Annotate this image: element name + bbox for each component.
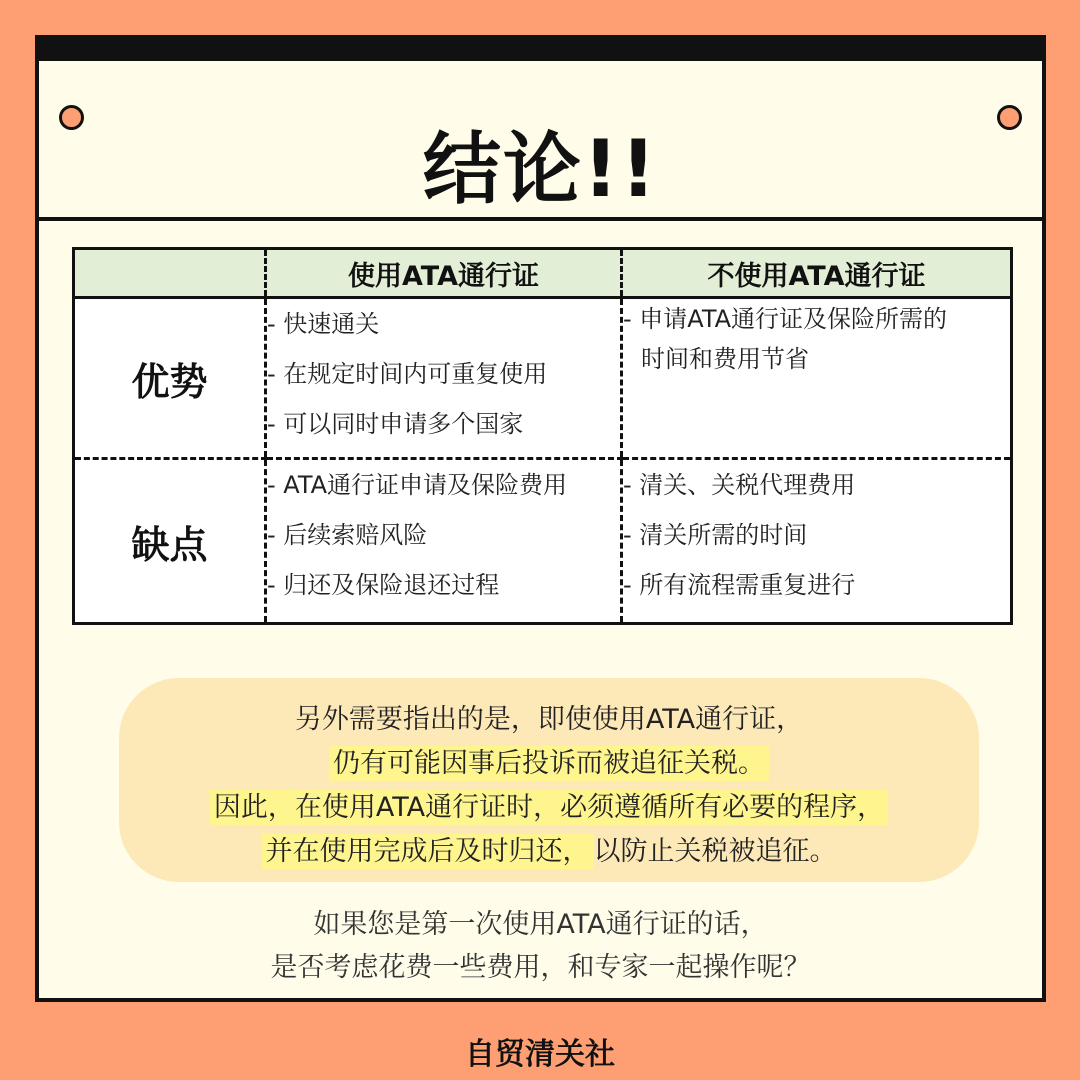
note-line-4-tail: 以防止关税被追征。: [593, 836, 837, 867]
list-item-continuation-text: 时间和费用节省: [641, 345, 809, 373]
list-item-continuation: [623, 339, 1010, 379]
brand-footer: 自贸清关社: [465, 1037, 615, 1072]
note-highlight-3: 并在使用完成后及时归还，: [262, 834, 594, 869]
list-item: - 归还及保险退还过程: [267, 571, 500, 599]
note-box: [119, 678, 979, 882]
punch-hole-right: [997, 105, 1022, 130]
list-item: - 所有流程需重复进行: [623, 571, 856, 599]
note-highlight-2: 因此，在使用ATA通行证时，必须遵循所有必要的程序，: [210, 790, 888, 825]
cell-advantages-without-ata: [622, 298, 1012, 459]
note-line-2: [119, 750, 979, 777]
table-row-disadvantages: [74, 459, 1012, 624]
list-item: - 在规定时间内可重复使用: [267, 360, 548, 388]
closing-line-1: 如果您是第一次使用ATA通行证的话，: [313, 909, 768, 940]
table-header-row: [74, 249, 1012, 298]
list-item: - 快速通关: [267, 310, 380, 338]
header-with-ata: 使用ATA通行证: [266, 249, 622, 298]
list-item: - 可以同时申请多个国家: [267, 410, 524, 438]
list-item: - 申请ATA通行证及保险所需的: [623, 305, 948, 333]
row-label-disadvantages: 缺点: [131, 522, 208, 567]
comparison-table: [72, 247, 1013, 625]
list-item: - 清关、关税代理费用: [623, 471, 856, 499]
header-empty: [74, 249, 266, 298]
note-line-4: [119, 838, 979, 865]
note-highlight-1: 仍有可能因事后投诉而被追征关税。: [329, 746, 769, 781]
conclusion-card: [35, 35, 1046, 1002]
note-line-3: [119, 794, 979, 821]
note-line-1: 另外需要指出的是，即使使用ATA通行证，: [294, 704, 804, 735]
closing-line-2: 是否考虑花费一些费用，和专家一起操作呢？: [270, 952, 811, 983]
list-item: - 清关所需的时间: [623, 521, 808, 549]
list-item: - 后续索赔风险: [267, 521, 428, 549]
page-title: 结论!!: [422, 125, 659, 215]
row-label-advantages: 优势: [74, 298, 266, 459]
header-without-ata: 不使用ATA通行证: [622, 249, 1012, 298]
title-divider: [39, 217, 1042, 221]
cell-disadvantages-without-ata: [622, 459, 1012, 624]
table-row-advantages: [74, 298, 1012, 459]
list-item: - ATA通行证申请及保险费用: [267, 471, 568, 499]
punch-hole-left: [59, 105, 84, 130]
cell-disadvantages-with-ata: [266, 459, 622, 624]
cell-advantages-with-ata: [266, 298, 622, 459]
